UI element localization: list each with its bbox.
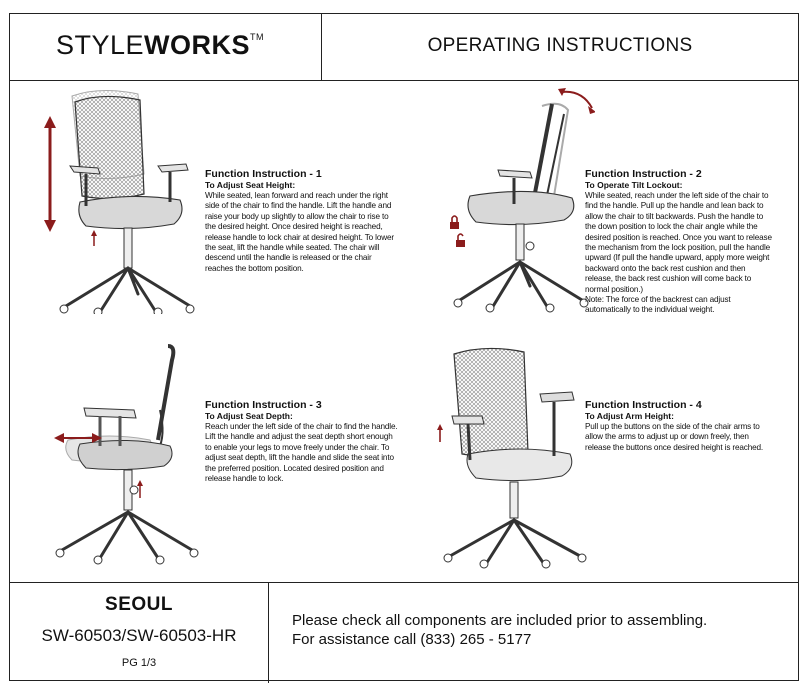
header xyxy=(10,14,798,81)
instruction-1-body: While seated, lean forward and reach under the right side of the chair to find the handle. Lift the handle and raise your body up slightly to allow the chair to rise to the desired height. Once desired height is reached, release handle to lock chair at desired height. To lower the seat, lift the handle while seated. The chair will descend until the handle is released or the chair reaches the bottom position. xyxy=(205,191,394,273)
arm-height-arrow-icon xyxy=(437,424,443,442)
instruction-3-heading: Function Instruction - 3 xyxy=(205,399,322,411)
notice-line-1: Please check all components are included prior to assembling. xyxy=(292,612,708,629)
instruction-4-body: Pull up the buttons on the side of the chair arms to allow the arms to adjust up or down freely, then release the buttons once desired height is reached. xyxy=(585,422,764,452)
instruction-2 xyxy=(585,168,775,316)
model-sku: SW-60503/SW-60503-HR xyxy=(41,626,237,645)
instruction-4-subheading: To Adjust Arm Height: xyxy=(585,411,674,421)
instruction-4-heading: Function Instruction - 4 xyxy=(585,399,702,411)
brand-logo xyxy=(56,30,264,61)
logo-trademark: TM xyxy=(250,32,265,42)
instruction-2-body: While seated, reach under the left side of the chair to find the handle. Pull up the handle and lean back to allow the chair to tilt backwards. Push the handle to the down position to lock the chair angle while the desired position is reached. Once you want to release the mechanism from the lock position, pull the handle upward (If pull the handle upward, apply more weight backward onto the back rest cushion and then release, the back rest cushion will come back to normal position.) xyxy=(585,191,772,294)
instruction-1-subheading: To Adjust Seat Height: xyxy=(205,180,296,190)
assembly-notice xyxy=(292,611,707,649)
chair-illustration-1 xyxy=(40,84,200,314)
instruction-3 xyxy=(205,399,401,484)
instruction-4 xyxy=(585,399,775,453)
chair-illustration-3 xyxy=(40,340,205,570)
instruction-sheet xyxy=(9,13,799,681)
instruction-2-note: Note: The force of the backrest can adjust automatically to the individual weight. xyxy=(585,295,731,315)
chair-illustration-2 xyxy=(430,86,595,316)
tilt-arrow-icon xyxy=(562,92,592,108)
instruction-3-body: Reach under the left side of the chair to find the handle. Lift the handle and adjust the seat depth short enough to enable your legs to move freely under the chair. To adjust seat depth, lift the handle and slide the seat into the preferred position. Located desired position and release handle to lock. xyxy=(205,422,398,484)
chair-illustration-4 xyxy=(430,344,595,569)
notice-line-2: For assistance call (833) 265 - 5177 xyxy=(292,631,532,648)
unlock-icon xyxy=(456,234,465,247)
page-number: PG 1/3 xyxy=(121,657,157,669)
model-name: SEOUL xyxy=(105,594,173,615)
footer-divider xyxy=(268,583,269,683)
footer xyxy=(10,582,798,683)
lock-icon xyxy=(450,216,459,229)
instruction-2-subheading: To Operate Tilt Lockout: xyxy=(585,180,683,190)
instruction-2-heading: Function Instruction - 2 xyxy=(585,168,702,180)
logo-light-text: STYLE xyxy=(56,30,145,60)
instruction-1 xyxy=(205,168,401,274)
instruction-1-heading: Function Instruction - 1 xyxy=(205,168,322,180)
page-title: OPERATING INSTRUCTIONS xyxy=(427,35,693,56)
instruction-3-subheading: To Adjust Seat Depth: xyxy=(205,411,293,421)
logo-bold-text: WORKS xyxy=(144,30,251,60)
